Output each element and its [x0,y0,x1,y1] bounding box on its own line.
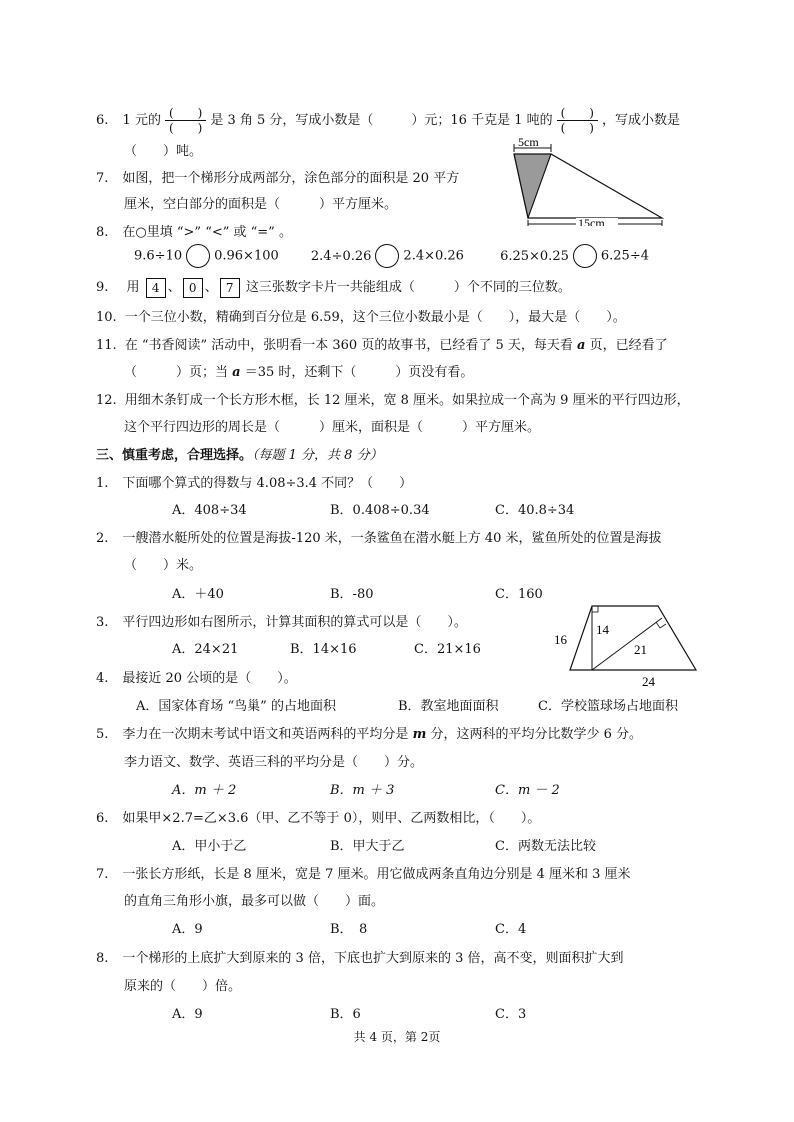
text: 平行四边形如右图所示，计算其面积的算式可以是（ ）。 [122,615,467,630]
page-footer: 共 4 页，第 2页 [353,1030,441,1044]
option-c: C．m － 2 [495,783,560,798]
expression: 6.25÷4 [600,248,649,264]
text: 用细木条钉成一个长方形木框，长 12 厘米，宽 8 厘米。如果拉成一个高为 9 厘米的平行四边形， [124,393,690,408]
text: 如图，把一个梯形分成两部分，涂色部分的面积是 20 平方 [122,171,460,186]
option-a: A．408÷34 [172,503,247,518]
choice-4 [96,667,297,686]
fraction-numerator: ( ) [165,106,206,121]
text: 1 元的 [122,113,161,128]
option-b: B．14×16 [290,642,357,657]
option-a: A．国家体育场 “鸟巢” 的占地面积 [136,699,336,714]
text: 页，已经看了 [589,338,668,353]
text: 在 “书香阅读” 活动中，张明看一本 360 页的故事书，已经看了 5 天，每天看 [124,338,573,353]
expression: 2.4÷0.26 [310,248,372,264]
text: 是 3 角 5 分，写成小数是（ [210,113,374,128]
question-6-line2: （ ）吨。 [124,144,203,159]
question-8-comparisons [134,244,649,268]
question-number: 6. [96,811,109,826]
question-7-line2: 厘米，空白部分的面积是（ ）平方厘米。 [124,197,398,212]
option-c: C．160 [495,587,543,602]
text: 用 [126,280,140,295]
question-number: 11. [96,338,117,353]
option-b: B．教室地面面积 [398,699,499,714]
compare-circle [375,244,399,268]
text: 一艘潜水艇所处的位置是海拔-120 米，一条鲨鱼在潜水艇上方 40 米，鲨鱼所处的位置是海拔 [122,531,662,546]
text: ）元；16 千克是 1 吨的 [411,113,553,128]
choice-6 [96,807,540,826]
option-a: A．m ＋ 2 [172,783,237,798]
digit-card: 7 [220,278,240,298]
compare-circle [186,244,210,268]
bottom-length-label: 15cm [578,216,605,226]
text: 这三张数字卡片一共能组成（ ）个不同的三位数。 [245,280,571,295]
section-title: 三、慎重考虑，合理选择。 [96,448,253,463]
choice-7-line1 [96,863,631,882]
option-c: C．学校篮球场占地面积 [538,699,678,714]
choice-7-line2: 的直角三角形小旗，最多可以做（ ）面。 [124,894,385,909]
separator: 、 [204,280,218,295]
expression: 9.6÷10 [134,248,183,264]
base-label: 24 [642,674,655,689]
question-number: 6. [96,113,109,128]
text: 一个三位小数，精确到百分位是 6.59，这个三位小数最小是（ ），最大是（ ）。 [124,310,626,325]
text: 最接近 20 公顷的是（ ）。 [122,671,297,686]
question-number: 5. [96,727,109,742]
option-b: B．-80 [330,587,374,602]
parallelogram-outline [570,606,696,670]
choice-2-line1 [96,527,662,546]
question-number: 1. [96,476,109,491]
question-number: 12. [96,393,117,408]
text: 在○里填 “>” “<” 或 “=” 。 [122,225,292,240]
option-a: A．24×21 [172,642,239,657]
choice-8-line2: 原来的（ ）倍。 [124,979,242,994]
question-9 [96,276,571,298]
question-number: 8. [96,951,109,966]
question-number: 8. [96,225,109,240]
option-c: C．两数无法比较 [495,839,596,854]
choice-5-line1 [96,723,642,742]
expression: 6.25×0.25 [500,248,569,264]
variable: a [577,338,586,353]
option-c: C．4 [495,922,527,937]
fraction-numerator: ( ) [557,106,598,121]
question-number: 3. [96,615,109,630]
question-12-line2: 这个平行四边形的周长是（ ）厘米，面积是（ ）平方厘米。 [124,420,541,435]
digit-card: 0 [183,278,203,298]
expression: 0.96×100 [214,248,279,264]
fraction-blank [557,106,598,135]
option-c: C．3 [495,1007,527,1022]
trapezoid-figure [494,134,674,226]
option-a: A．甲小于乙 [172,839,247,854]
height-label: 14 [596,622,609,637]
option-a: A．＋40 [172,587,224,602]
question-number: 10. [96,310,117,325]
question-10 [96,306,626,325]
option-b: B．m ＋ 3 [330,783,395,798]
compare-circle [573,244,597,268]
text: ，写成小数是 [602,113,681,128]
option-a: A．9 [172,1007,203,1022]
section-note: （每题 1 分，共 8 分） [252,448,383,463]
option-b: B．6 [330,1007,361,1022]
option-b: B．0.408÷0.34 [330,503,430,518]
option-a: A．9 [172,922,203,937]
question-7-line1 [96,167,459,186]
variable: a [232,365,241,380]
option-c: C．21×16 [414,642,481,657]
side-label: 16 [554,632,567,647]
question-8-line1 [96,221,292,240]
text: 一张长方形纸，长是 8 厘米，宽是 7 厘米。用它做成两条直角边分别是 4 厘米和 3 厘米 [122,867,631,882]
question-number: 2. [96,531,109,546]
parallelogram-figure [548,598,704,690]
choice-5-line2: 李力语文、数学、英语三科的平均分是（ ）分。 [124,755,424,770]
question-number: 9. [96,280,109,295]
text: 李力在一次期末考试中语文和英语两科的平均分是 [122,727,409,742]
option-b: B．甲大于乙 [330,839,405,854]
text: （ ）页；当 [124,365,229,380]
text: ＝35 时，还剩下（ ）页没有看。 [244,365,474,380]
choice-3 [96,611,467,630]
text: 一个梯形的上底扩大到原来的 3 倍，下底也扩大到原来的 3 倍，高不变，则面积扩大到 [122,951,624,966]
separator: 、 [167,280,181,295]
choice-1 [96,472,412,491]
fraction-denominator: ( ) [560,121,594,135]
fraction-denominator: ( ) [168,121,203,135]
text: 如果甲×2.7=乙×3.6（甲、乙不等于 0），则甲、乙两数相比，（ ）。 [122,811,541,826]
text: 分，这两科的平均分比数学少 6 分。 [430,727,643,742]
question-11-line1 [96,334,668,353]
question-12-line1 [96,389,690,408]
option-c: C．40.8÷34 [495,503,575,518]
slant-height-label: 21 [634,642,647,657]
question-number: 7. [96,171,109,186]
top-length-label: 5cm [518,135,539,149]
question-number: 7. [96,867,109,882]
choice-8-line1 [96,947,623,966]
question-6-line1 [96,106,680,135]
question-number: 4. [96,671,109,686]
variable: m [412,727,427,742]
section-3-heading [96,444,383,463]
shaded-triangle [514,154,551,218]
expression: 2.4×0.26 [403,248,464,264]
text: 下面哪个算式的得数与 4.08÷3.4 不同？（ ） [122,476,413,491]
question-11-line2 [124,361,473,380]
choice-2-line2: （ ）米。 [124,558,203,573]
digit-card: 4 [146,278,166,298]
fraction-blank [165,106,206,135]
option-b: B． 8 [330,922,368,937]
